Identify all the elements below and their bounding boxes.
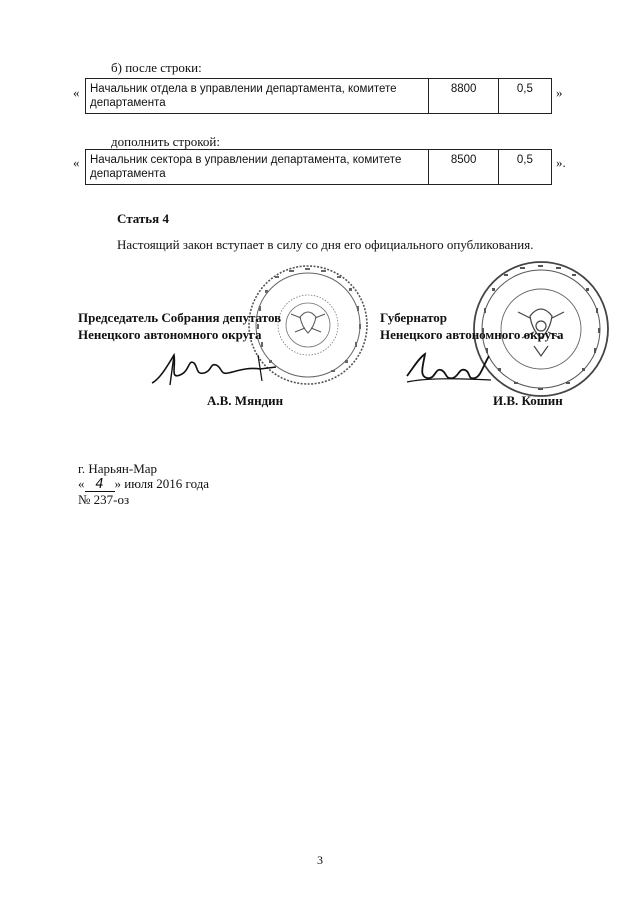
page-number: 3 bbox=[317, 853, 323, 867]
section-b-intro: б) после строки: bbox=[111, 60, 202, 75]
close-quote: ». bbox=[556, 155, 566, 170]
coefficient-cell: 0,5 bbox=[498, 79, 551, 114]
open-quote: « bbox=[73, 85, 80, 100]
date-line bbox=[78, 476, 209, 492]
left-signatory-title-line2: Ненецкого автономного округа bbox=[78, 327, 262, 342]
section-add-intro: дополнить строкой: bbox=[111, 134, 220, 149]
coefficient-cell: 0,5 bbox=[498, 150, 551, 185]
date-day: 4 bbox=[85, 478, 115, 492]
left-signatory-title-line1: Председатель Собрания депутатов bbox=[78, 310, 282, 325]
left-signatory-name: А.В. Мяндин bbox=[207, 393, 284, 408]
salary-cell: 8800 bbox=[429, 79, 498, 114]
right-signatory-name: И.В. Кошин bbox=[493, 393, 563, 408]
close-quote: » bbox=[556, 85, 563, 100]
law-number: № 237-оз bbox=[78, 492, 130, 507]
date-rest: » июля 2016 года bbox=[114, 476, 210, 491]
signature-left bbox=[150, 345, 280, 390]
article-heading: Статья 4 bbox=[117, 211, 169, 226]
date-open-quote: « bbox=[78, 476, 85, 491]
position-table-row-1 bbox=[85, 78, 552, 114]
position-table-row-2 bbox=[85, 149, 552, 185]
right-signatory-title-line1: Губернатор bbox=[380, 310, 448, 325]
article-text: Настоящий закон вступает в силу со дня его официального опубликования. bbox=[117, 237, 534, 252]
position-cell: Начальник отдела в управлении департамента, комитете департамента bbox=[86, 79, 429, 114]
right-signatory-title-line2: Ненецкого автономного округа bbox=[380, 327, 564, 342]
salary-cell: 8500 bbox=[429, 150, 498, 185]
open-quote: « bbox=[73, 155, 80, 170]
city: г. Нарьян-Мар bbox=[78, 461, 158, 476]
position-cell: Начальник сектора в управлении департамента, комитете департамента bbox=[86, 150, 429, 185]
signature-right bbox=[405, 348, 495, 388]
